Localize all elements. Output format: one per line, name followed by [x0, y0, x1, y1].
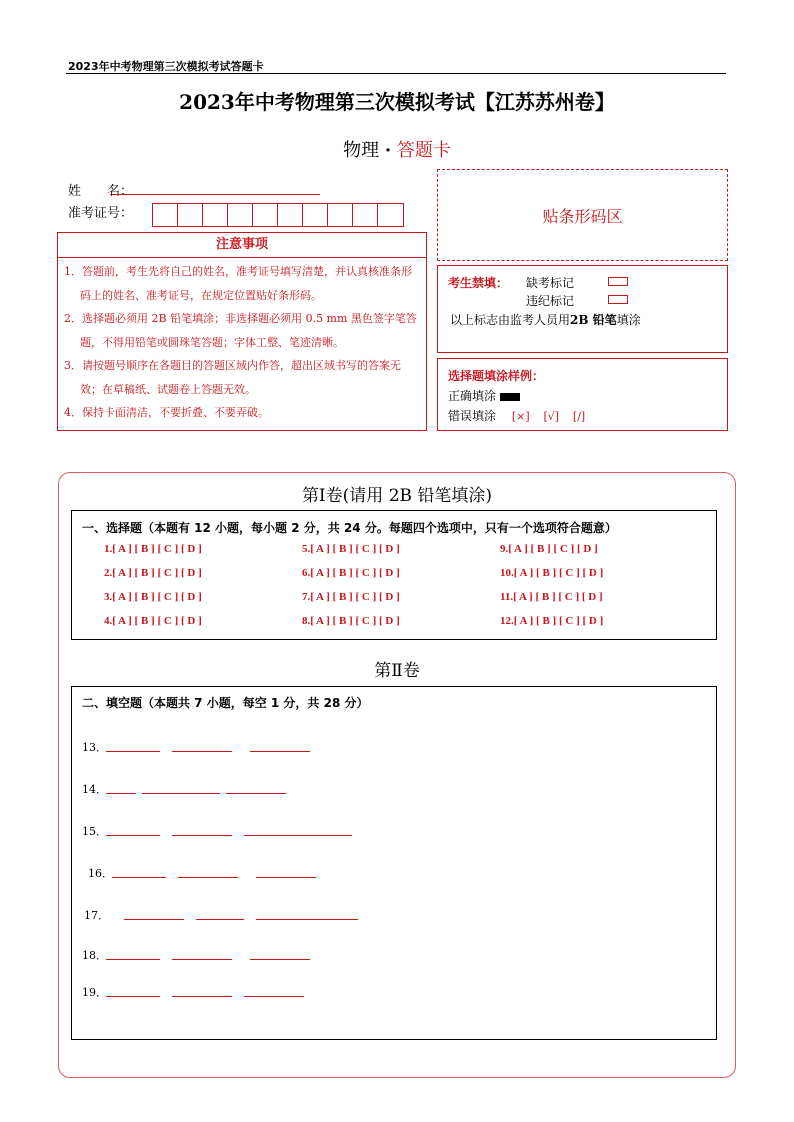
name-field[interactable]	[110, 194, 320, 195]
notice-item: 3．请按题号顺序在各题目的答题区域内作答，超出区域书写的答案无效；在草稿纸、试题卷上答题无效。	[64, 359, 401, 396]
answer-blank[interactable]	[226, 793, 286, 794]
fill-blank-section	[71, 686, 717, 1040]
header-divider	[66, 73, 726, 74]
violation-mark-box[interactable]	[608, 295, 628, 304]
forbid-note-post: 填涂	[616, 313, 641, 327]
name-label: 姓 名：	[68, 184, 134, 199]
choice-question[interactable]: 2.[ A ] [ B ] [ C ] [ D ]	[104, 567, 202, 579]
wrong-mark-2: [√]	[543, 410, 560, 423]
choice-question[interactable]: 9.[ A ] [ B ] [ C ] [ D ]	[500, 543, 598, 555]
example-title: 选择题填涂样例：	[448, 369, 545, 383]
wrong-mark-1: [×]	[511, 410, 530, 423]
answer-blank[interactable]	[250, 959, 310, 960]
wrong-fill-label: 错误填涂	[448, 409, 497, 423]
fill-example-box	[437, 358, 728, 431]
answer-blank[interactable]	[124, 919, 184, 920]
correct-fill-sample	[500, 393, 520, 401]
choice-question[interactable]: 11.[ A ] [ B ] [ C ] [ D ]	[500, 591, 603, 603]
choice-question[interactable]: 12.[ A ] [ B ] [ C ] [ D ]	[500, 615, 604, 627]
card-label: 答题卡	[396, 140, 451, 161]
correct-fill-label: 正确填涂	[448, 389, 497, 403]
answer-blank[interactable]	[244, 835, 352, 836]
fill-question-number: 18．	[82, 949, 107, 962]
choice-section	[71, 510, 717, 640]
forbid-note	[450, 311, 641, 328]
fill-question-number: 16．	[88, 867, 113, 880]
id-number-boxes[interactable]	[152, 203, 404, 227]
answer-blank[interactable]	[256, 877, 316, 878]
card-subtitle	[0, 136, 794, 162]
fill-question-number: 15．	[82, 825, 107, 838]
choice-question[interactable]: 7.[ A ] [ B ] [ C ] [ D ]	[302, 591, 400, 603]
answer-blank[interactable]	[178, 877, 238, 878]
exam-title: 2023年中考物理第三次模拟考试【江苏苏州卷】	[179, 90, 615, 114]
answer-blank[interactable]	[172, 835, 232, 836]
choice-question[interactable]: 5.[ A ] [ B ] [ C ] [ D ]	[302, 543, 400, 555]
subject-label: 物理	[343, 140, 380, 161]
choice-section-title: 一、选择题（本题有 12 小题，每小题 2 分，共 24 分。每题四个选项中，只有一个选项符合题意）	[82, 521, 617, 535]
choice-question[interactable]: 4.[ A ] [ B ] [ C ] [ D ]	[104, 615, 202, 627]
absent-mark-box[interactable]	[608, 277, 628, 286]
forbidden-fill-box	[437, 265, 728, 353]
header-small-title: 2023年中考物理第三次模拟考试答题卡	[68, 60, 264, 73]
choice-question[interactable]: 1.[ A ] [ B ] [ C ] [ D ]	[104, 543, 202, 555]
choice-question[interactable]: 6.[ A ] [ B ] [ C ] [ D ]	[302, 567, 400, 579]
notice-item: 1．答题前，考生先将自己的姓名，准考证号填写清楚，并认真核准条形码上的姓名、准考证号，在规定位置贴好条形码。	[64, 265, 412, 302]
answer-blank[interactable]	[196, 919, 244, 920]
answer-blank[interactable]	[256, 919, 358, 920]
answer-blank[interactable]	[250, 751, 310, 752]
part1-title: 第Ⅰ卷(请用 2B 铅笔填涂)	[301, 486, 493, 506]
wrong-mark-3: [/]	[572, 410, 586, 423]
choice-question[interactable]: 8.[ A ] [ B ] [ C ] [ D ]	[302, 615, 400, 627]
answer-blank[interactable]	[106, 959, 160, 960]
absent-mark-label: 缺考标记	[526, 276, 575, 290]
fill-question-number: 17．	[84, 909, 109, 922]
fill-section-title: 二、填空题（本题共 7 小题，每空 1 分，共 28 分）	[82, 696, 369, 710]
subtitle-dot: ·	[384, 140, 392, 161]
forbid-note-bold: 2B 铅笔	[570, 313, 617, 327]
id-label: 准考证号：	[68, 206, 134, 221]
answer-blank[interactable]	[106, 793, 136, 794]
choice-question[interactable]: 3.[ A ] [ B ] [ C ] [ D ]	[104, 591, 202, 603]
notice-item: 4．保持卡面清洁，不要折叠、不要弄破。	[64, 406, 269, 419]
answer-blank[interactable]	[172, 751, 232, 752]
answer-blank[interactable]	[172, 959, 232, 960]
fill-question-number: 13．	[82, 741, 107, 754]
answer-blank[interactable]	[106, 751, 160, 752]
answer-blank[interactable]	[244, 996, 304, 997]
violation-mark-label: 违纪标记	[526, 294, 575, 308]
answer-blank[interactable]	[172, 996, 232, 997]
notice-item: 2．选择题必须用 2B 铅笔填涂；非选择题必须用 0.5 mm 黑色签字笔答题，不得用铅笔或圆珠笔答题；字体工整、笔迹清晰。	[64, 312, 417, 349]
barcode-area	[437, 169, 728, 261]
forbid-note-pre: 以上标志由监考人员用	[450, 313, 571, 327]
choice-question[interactable]: 10.[ A ] [ B ] [ C ] [ D ]	[500, 567, 604, 579]
part2-title: 第Ⅱ卷	[374, 661, 420, 681]
answer-blank[interactable]	[112, 877, 166, 878]
fill-question-number: 19．	[82, 986, 107, 999]
notice-list	[57, 258, 427, 431]
answer-blank[interactable]	[142, 793, 220, 794]
barcode-label: 贴条形码区	[542, 206, 623, 226]
fill-question-number: 14．	[82, 783, 107, 796]
answer-blank[interactable]	[106, 996, 160, 997]
notice-title: 注意事项	[57, 232, 427, 258]
forbid-title: 考生禁填：	[448, 276, 509, 290]
answer-blank[interactable]	[106, 835, 160, 836]
